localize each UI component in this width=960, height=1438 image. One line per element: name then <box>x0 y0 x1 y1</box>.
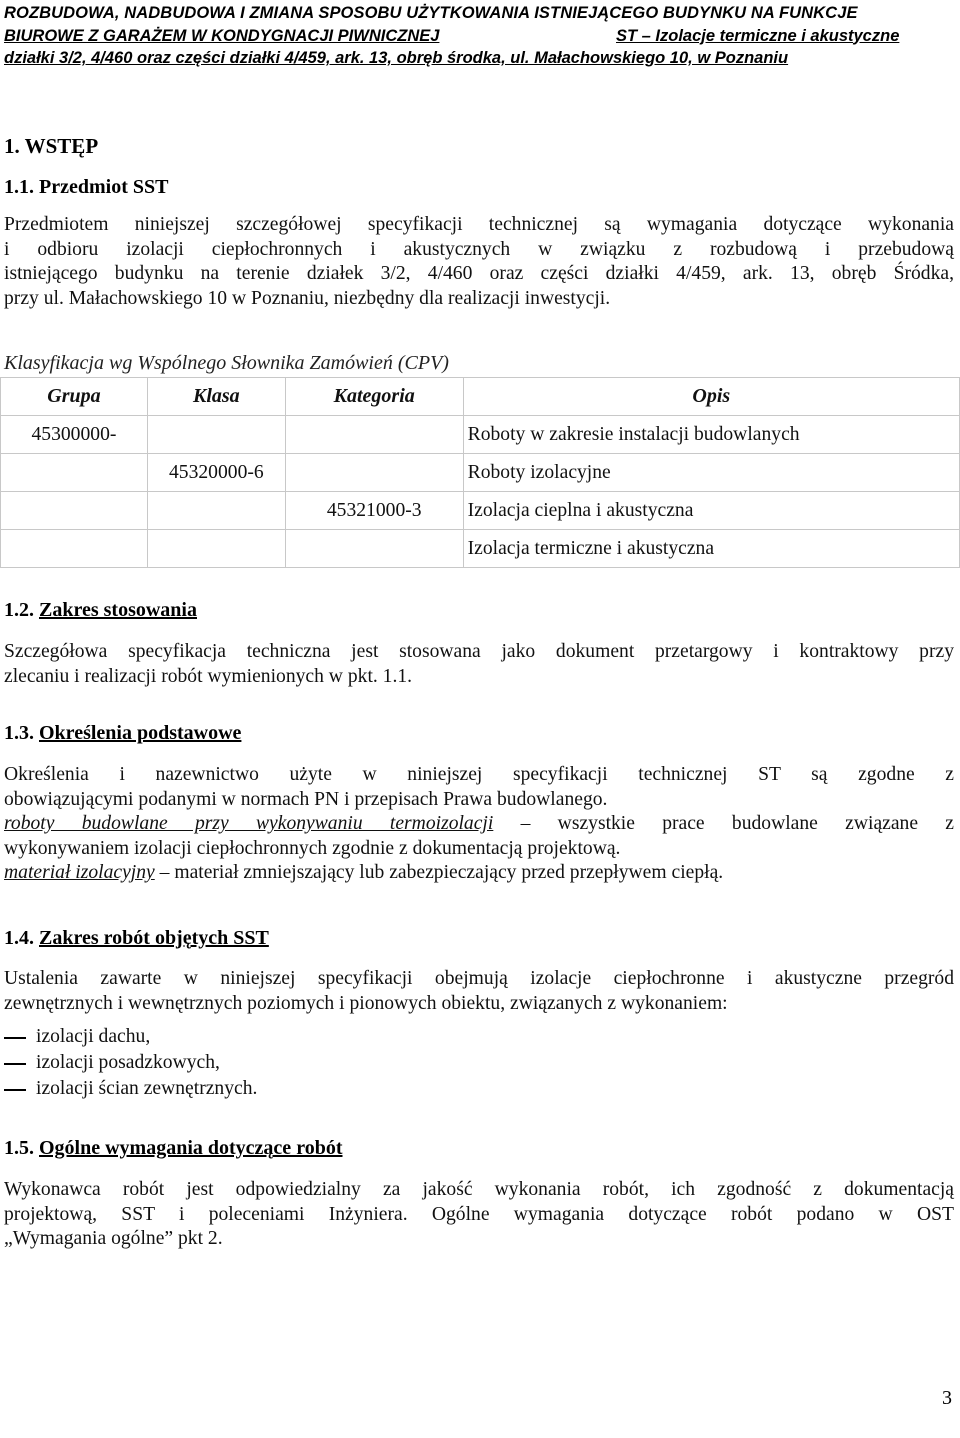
paragraph-line: Szczegółowa specyfikacja techniczna jest stosowana jako dokument przetargowy i kontraktowy przy <box>4 641 954 662</box>
section-number: 1.3. <box>4 722 34 744</box>
paragraph-1-4 <box>4 967 954 1016</box>
list-item-text: izolacji dachu, <box>36 1026 151 1047</box>
column-header-opis: Opis <box>463 378 959 416</box>
section-number: 1.2. <box>4 599 34 621</box>
paragraph-1-3 <box>4 763 954 886</box>
cell-opis: Izolacja termiczne i akustyczna <box>463 530 959 568</box>
definition-line <box>4 861 954 886</box>
section-title-wstep: 1. WSTĘP <box>4 134 99 158</box>
list-item <box>4 1050 257 1076</box>
section-number: 1.5. <box>4 1137 34 1159</box>
list-item <box>4 1024 257 1050</box>
section-number: 1.4. <box>4 927 34 949</box>
paragraph-1-1 <box>4 213 954 311</box>
column-header-kategoria: Kategoria <box>285 378 463 416</box>
definition-term: materiał izolacyjny <box>4 862 155 884</box>
paragraph-line: przy ul. Małachowskiego 10 w Poznaniu, niezbędny dla realizacji inwestycji. <box>4 287 611 309</box>
header-line-2-right: ST – Izolacje termiczne i akustyczne <box>616 26 900 45</box>
paragraph-line: obowiązującymi podanymi w normach PN i przepisach Prawa budowlanego. <box>4 788 608 810</box>
cell-opis: Izolacja cieplna i akustyczna <box>463 492 959 530</box>
table-row <box>1 416 960 454</box>
dash-bullet <box>4 1037 26 1039</box>
paragraph-line: projektową, SST i poleceniami Inżyniera. Ogólne wymagania dotyczące robót podano w OST <box>4 1203 954 1225</box>
paragraph-line: Ustalenia zawarte w niniejszej specyfikacji obejmują izolacje ciepłochronne i akustyczne przegród <box>4 968 954 989</box>
table-row <box>1 530 960 568</box>
header-line-2-left: BIUROWE Z GARAŻEM W KONDYGNACJI PIWNICZNEJ <box>4 26 440 45</box>
cell-klasa: 45320000-6 <box>147 454 285 492</box>
section-title-1-2 <box>4 599 197 622</box>
cell-kategoria <box>285 530 463 568</box>
list-item <box>4 1076 257 1102</box>
cell-klasa <box>147 416 285 454</box>
section-heading: Zakres robót objętych SST <box>39 927 269 949</box>
section-heading: Ogólne wymagania dotyczące robót <box>39 1137 343 1159</box>
paragraph-line: Wykonawca robót jest odpowiedzialny za jakość wykonania robót, ich zgodność z dokumentacją <box>4 1179 954 1200</box>
table-row <box>1 492 960 530</box>
cell-kategoria <box>285 454 463 492</box>
paragraph-line: Przedmiotem niniejszej szczegółowej specyfikacji technicznej są wymagania dotyczące wykonania <box>4 214 954 235</box>
list-item-text: izolacji posadzkowych, <box>36 1052 220 1073</box>
cell-kategoria <box>285 416 463 454</box>
cell-klasa <box>147 492 285 530</box>
definition-line <box>4 812 954 837</box>
section-title-1-3 <box>4 722 241 745</box>
paragraph-line: zlecaniu i realizacji robót wymienionych w pkt. 1.1. <box>4 665 413 687</box>
header-line-1: ROZBUDOWA, NADBUDOWA I ZMIANA SPOSOBU UŻYTKOWANIA ISTNIEJĄCEGO BUDYNKU NA FUNKCJE <box>4 4 858 22</box>
cell-grupa <box>1 454 148 492</box>
section-heading: Określenia podstawowe <box>39 722 242 744</box>
table-header-row <box>1 378 960 416</box>
dash-bullet <box>4 1063 26 1065</box>
cell-opis: Roboty w zakresie instalacji budowlanych <box>463 416 959 454</box>
section-title-1-4 <box>4 927 269 950</box>
column-header-klasa: Klasa <box>147 378 285 416</box>
definition-text: – wszystkie prace budowlane związane z <box>493 813 954 835</box>
scope-list <box>4 1024 257 1102</box>
table-row <box>1 454 960 492</box>
paragraph-line: istniejącego budynku na terenie działek 3/2, 4/460 oraz części działki 4/459, ark. 13, obręb Śródka, <box>4 263 954 285</box>
paragraph-line: zewnętrznych i wewnętrznych poziomych i pionowych obiektu, związanych z wykonaniem: <box>4 992 728 1014</box>
dash-bullet <box>4 1089 26 1091</box>
definition-term: roboty budowlane przy wykonywaniu termoizolacji <box>4 813 494 835</box>
page-number: 3 <box>942 1387 952 1409</box>
cell-kategoria: 45321000-3 <box>285 492 463 530</box>
section-heading: Zakres stosowania <box>39 599 197 621</box>
paragraph-1-5 <box>4 1178 954 1252</box>
paragraph-line: wykonywaniem izolacji ciepłochronnych zgodnie z dokumentacją projektową. <box>4 837 621 859</box>
cell-opis: Roboty izolacyjne <box>463 454 959 492</box>
definition-text: – materiał zmniejszający lub zabezpieczający przed przepływem ciepłą. <box>154 862 724 884</box>
cell-grupa <box>1 530 148 568</box>
cpv-caption: Klasyfikacja wg Wspólnego Słownika Zamówień (CPV) <box>4 352 449 374</box>
cpv-table <box>0 377 960 568</box>
paragraph-line: i odbioru izolacji ciepłochronnych i akustycznych w związku z rozbudową i przebudową <box>4 238 954 260</box>
cell-grupa: 45300000- <box>1 416 148 454</box>
section-title-1-5 <box>4 1137 343 1160</box>
paragraph-line: „Wymagania ogólne” pkt 2. <box>4 1228 223 1250</box>
header-line-2 <box>4 25 954 48</box>
paragraph-line: Określenia i nazewnictwo użyte w niniejszej specyfikacji technicznej ST są zgodne z <box>4 764 954 785</box>
cell-klasa <box>147 530 285 568</box>
column-header-grupa: Grupa <box>1 378 148 416</box>
cell-grupa <box>1 492 148 530</box>
header-line-3: działki 3/2, 4/460 oraz części działki 4/459, ark. 13, obręb środka, ul. Małachowskiego 10, w Poznaniu <box>4 49 789 67</box>
paragraph-1-2 <box>4 640 954 689</box>
section-title-1-1: 1.1. Przedmiot SST <box>4 176 169 198</box>
running-header <box>4 2 954 70</box>
list-item-text: izolacji ścian zewnętrznych. <box>36 1078 258 1099</box>
